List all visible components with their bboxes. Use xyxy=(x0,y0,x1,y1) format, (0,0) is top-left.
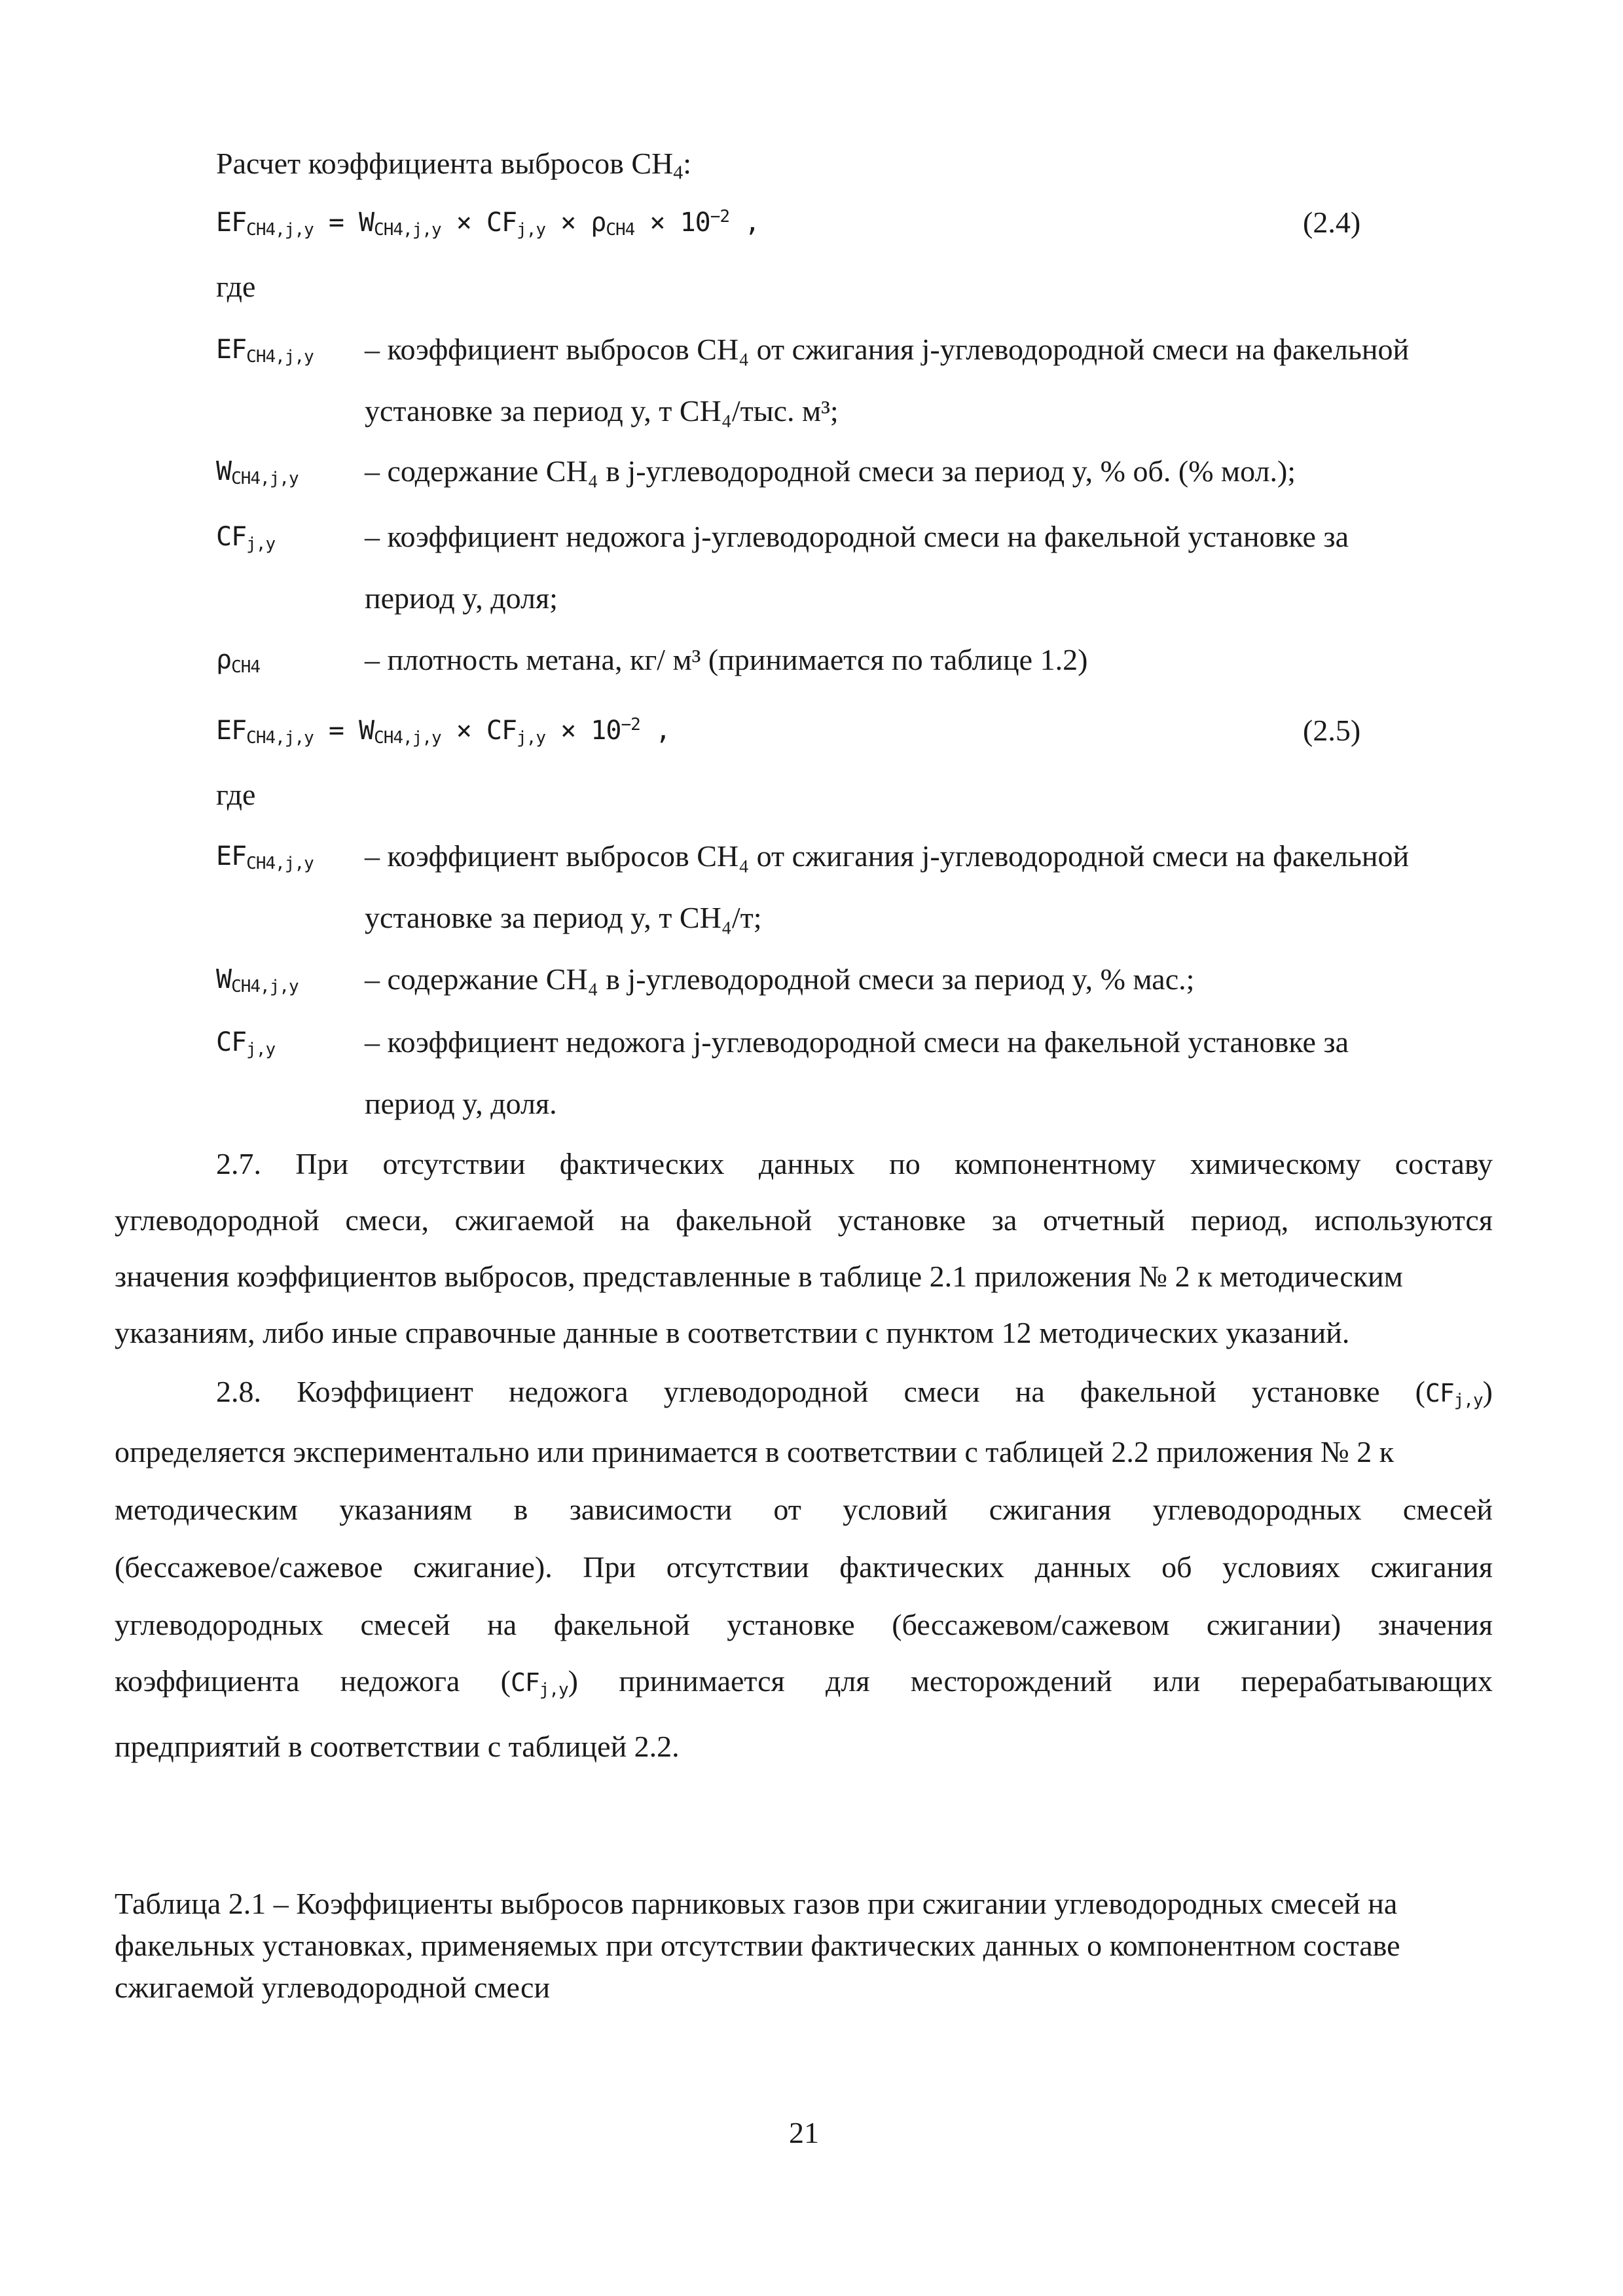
equation-number-2-5: (2.5) xyxy=(1303,714,1361,747)
paragraph-2-8-line-2: определяется экспериментально или принимается в соответствии с таблицей 2.2 приложения № 2 к xyxy=(115,1435,1395,1468)
definition-cf: – коэффициент недожога j-углеводородной смеси на факельной установке за xyxy=(365,520,1349,553)
symbol-cf-2: $CF_{j,y}$ xyxy=(216,1027,276,1059)
symbol-ef: $EF_{CH4,j,y}$ xyxy=(216,335,314,367)
symbol-w-2: $W_{CH4,j,y}$ xyxy=(216,964,299,996)
paragraph-2-7-line-3: значения коэффициентов выбросов, представленные в таблице 2.1 приложения № 2 к методическим xyxy=(115,1260,1403,1293)
symbol-cf: $CF_{j,y}$ xyxy=(216,522,276,554)
definition-ef: – коэффициент выбросов CH₄ от сжигания j-углеводородной смеси на факельной xyxy=(365,333,1410,366)
table-caption-line-1: Таблица 2.1 – Коэффициенты выбросов парниковых газов при сжигании углеводородных смесей на xyxy=(115,1887,1398,1920)
definition-cf-2-cont: период y, доля. xyxy=(365,1087,557,1120)
table-caption-line-2: факельных установках, применяемых при отсутствии фактических данных о компонентном составе xyxy=(115,1929,1400,1962)
symbol-w: $W_{CH4,j,y}$ xyxy=(216,456,299,488)
definition-ef-cont: установке за период y, т CH₄/тыс. м³; xyxy=(365,394,839,428)
paragraph-2-8-line-4: (бессажевое/сажевое сжигание). При отсутствии фактических данных об условиях сжигания xyxy=(115,1550,1493,1584)
definition-rho: – плотность метана, кг/ м³ (принимается по таблице 1.2) xyxy=(365,643,1088,676)
definition-w-2: – содержание CH₄ в j-углеводородной смеси за период y, % мас.; xyxy=(365,962,1195,996)
symbol-rho: $\rho_{CH4}$ xyxy=(216,645,261,677)
paragraph-2-7-line-1: 2.7. При отсутствии фактических данных по компонентному химическому составу xyxy=(216,1147,1493,1180)
definition-ef-2-cont: установке за период y, т CH₄/т; xyxy=(365,901,762,934)
page-number: 21 xyxy=(789,2116,819,2149)
definition-cf-cont: период y, доля; xyxy=(365,581,558,615)
paragraph-2-7-line-4: указаниям, либо иные справочные данные в соответствии с пунктом 12 методических указаний. xyxy=(115,1316,1350,1349)
symbol-ef-2: $EF_{CH4,j,y}$ xyxy=(216,841,314,873)
paragraph-2-8-line-7: предприятий в соответствии с таблицей 2.2. xyxy=(115,1730,680,1763)
definition-ef-2: – коэффициент выбросов CH₄ от сжигания j-углеводородной смеси на факельной xyxy=(365,839,1410,873)
paragraph-2-8-line-3: методическим указаниям в зависимости от условий сжигания углеводородных смесей xyxy=(115,1493,1493,1526)
formula-2-4: $EF_{CH4,j,y} = W_{CH4,j,y} \times CF_{j,y} \times \rho_{CH4} \times 10^{-2}$ , xyxy=(216,207,760,240)
paragraph-2-8-line-5: углеводородных смесей на факельной установке (бессажевом/сажевом сжигании) значения xyxy=(115,1608,1493,1641)
paragraph-2-7-line-2: углеводородной смеси, сжигаемой на факельной установке за отчетный период, используются xyxy=(115,1203,1493,1237)
where-label: где xyxy=(216,270,256,303)
paragraph-2-8-line-1: 2.8. Коэффициент недожога углеводородной смеси на факельной установке $(CF_{j,y})$ xyxy=(216,1375,1493,1410)
table-caption-line-3: сжигаемой углеводородной смеси xyxy=(115,1971,551,2004)
definition-cf-2: – коэффициент недожога j-углеводородной смеси на факельной установке за xyxy=(365,1025,1349,1059)
section-heading: Расчет коэффициента выбросов CH4: xyxy=(216,147,692,183)
equation-number-2-4: (2.4) xyxy=(1303,206,1361,239)
formula-2-5: $EF_{CH4,j,y} = W_{CH4,j,y} \times CF_{j,y} \times 10^{-2}$ , xyxy=(216,715,670,748)
definition-w: – содержание CH₄ в j-углеводородной смеси за период y, % об. (% мол.); xyxy=(365,454,1296,488)
paragraph-2-8-line-6: коэффициента недожога $(CF_{j,y})$ принимается для месторождений или перерабатывающих xyxy=(115,1664,1493,1700)
where-label-2: где xyxy=(216,778,256,811)
